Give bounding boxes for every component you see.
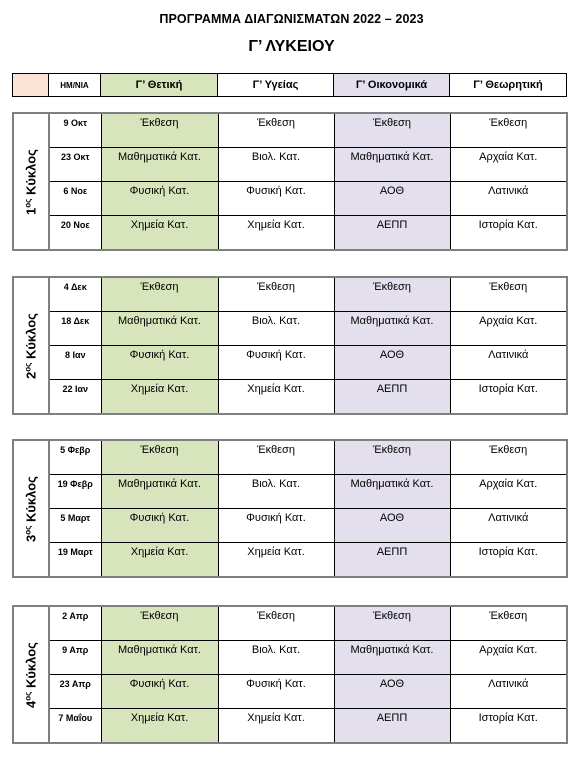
cell-thetiki: Φυσική Κατ. [101,675,218,693]
header-date: ΗΜ/ΝΙΑ [49,74,101,97]
row-date: 5 Μαρτ [49,509,101,527]
cell-ygeias: Χημεία Κατ. [218,380,334,398]
cell-spacer-ygeias [218,165,334,182]
cell-spacer-ygeias [218,199,334,216]
schedule-row-spacer [13,560,567,577]
cell-spacer-theoritiki [450,397,567,414]
cell-thetiki: Έκθεση [101,113,218,131]
cell-spacer-thetiki [101,726,218,743]
schedule-row [13,675,567,693]
cell-spacer-oikonomika [334,526,450,543]
row-date-spacer [49,560,101,577]
cell-theoritiki: Λατινικά [450,182,567,200]
cell-ygeias: Έκθεση [218,113,334,131]
cell-spacer-theoritiki [450,492,567,509]
cycle-word: Κύκλος [23,475,39,522]
schedule-row [13,543,567,561]
cell-spacer-theoritiki [450,624,567,641]
row-date-spacer [49,295,101,312]
cell-theoritiki: Λατινικά [450,346,567,364]
cell-spacer-theoritiki [450,165,567,182]
row-date-spacer [49,726,101,743]
cell-spacer-oikonomika [334,397,450,414]
schedule-row-spacer [13,458,567,475]
cycle-block [12,439,568,578]
schedule-row-spacer [13,199,567,216]
schedule-row [13,509,567,527]
cell-oikonomika: ΑΟΘ [334,675,450,693]
cell-thetiki: Έκθεση [101,277,218,295]
cell-thetiki: Φυσική Κατ. [101,346,218,364]
row-date-spacer [49,492,101,509]
cell-thetiki: Μαθηματικά Κατ. [101,148,218,166]
cell-spacer-oikonomika [334,363,450,380]
cell-oikonomika: ΑΕΠΠ [334,543,450,561]
cycle-ordinal-suffix: ος [23,525,33,535]
cycle-ordinal-suffix: ος [23,691,33,701]
cell-thetiki: Χημεία Κατ. [101,216,218,234]
cell-thetiki: Έκθεση [101,440,218,458]
cell-spacer-thetiki [101,658,218,675]
cell-spacer-theoritiki [450,295,567,312]
schedule-row-spacer [13,526,567,543]
schedule-row [13,148,567,166]
cycle-label-cell [13,606,49,743]
row-date: 5 Φεβρ [49,440,101,458]
cell-spacer-thetiki [101,458,218,475]
row-date: 23 Απρ [49,675,101,693]
cell-ygeias: Βιολ. Κατ. [218,641,334,659]
schedule-row-spacer [13,692,567,709]
cell-spacer-thetiki [101,526,218,543]
cell-ygeias: Χημεία Κατ. [218,543,334,561]
row-date-spacer [49,658,101,675]
schedule-row [13,380,567,398]
cell-theoritiki: Έκθεση [450,277,567,295]
row-date: 8 Ιαν [49,346,101,364]
header-col-theoritiki: Γ’ Θεωρητική [450,74,567,97]
cycle-label [23,313,38,379]
cell-spacer-theoritiki [450,329,567,346]
cell-thetiki: Μαθηματικά Κατ. [101,641,218,659]
cell-thetiki: Έκθεση [101,606,218,624]
cell-ygeias: Χημεία Κατ. [218,709,334,727]
schedule-row [13,440,567,458]
cell-theoritiki: Ιστορία Κατ. [450,216,567,234]
cell-spacer-oikonomika [334,726,450,743]
cycle-label-cell [13,113,49,250]
schedule-row-spacer [13,726,567,743]
cell-spacer-theoritiki [450,692,567,709]
row-date: 19 Φεβρ [49,475,101,493]
cell-spacer-oikonomika [334,492,450,509]
cell-spacer-oikonomika [334,329,450,346]
schedule-row-spacer [13,624,567,641]
cell-spacer-theoritiki [450,199,567,216]
row-date: 22 Ιαν [49,380,101,398]
row-date-spacer [49,624,101,641]
cycle-ordinal-suffix: ος [23,362,33,372]
row-date: 7 Μαΐου [49,709,101,727]
cell-ygeias: Φυσική Κατ. [218,675,334,693]
cycle-number: 1 [23,207,39,215]
cell-spacer-thetiki [101,199,218,216]
cell-theoritiki: Ιστορία Κατ. [450,380,567,398]
cell-spacer-theoritiki [450,726,567,743]
header-col-oikonomika: Γ’ Οικονομικά [334,74,450,97]
header-col-ygeias: Γ’ Υγείας [218,74,334,97]
schedule-row-spacer [13,131,567,148]
cell-oikonomika: ΑΕΠΠ [334,380,450,398]
header-col-thetiki: Γ’ Θετική [101,74,218,97]
cell-ygeias: Έκθεση [218,277,334,295]
row-date-spacer [49,692,101,709]
document-subtitle: Γ’ ΛΥΚΕΙΟΥ [248,38,335,55]
cell-thetiki: Φυσική Κατ. [101,509,218,527]
cell-spacer-ygeias [218,560,334,577]
schedule-row-spacer [13,492,567,509]
cell-spacer-thetiki [101,329,218,346]
cell-theoritiki: Αρχαία Κατ. [450,475,567,493]
cell-theoritiki: Ιστορία Κατ. [450,709,567,727]
cycle-label [23,642,38,708]
cycle-word: Κύκλος [23,312,39,359]
header-corner-cell [13,74,49,97]
row-date: 20 Νοε [49,216,101,234]
header-table [12,73,567,97]
cell-oikonomika: ΑΟΘ [334,509,450,527]
cell-spacer-ygeias [218,329,334,346]
cell-spacer-thetiki [101,295,218,312]
schedule-row-spacer [13,165,567,182]
cycle-block [12,276,568,415]
cell-thetiki: Χημεία Κατ. [101,380,218,398]
cell-ygeias: Χημεία Κατ. [218,216,334,234]
cell-ygeias: Φυσική Κατ. [218,346,334,364]
cell-spacer-theoritiki [450,560,567,577]
cell-theoritiki: Ιστορία Κατ. [450,543,567,561]
cell-ygeias: Φυσική Κατ. [218,182,334,200]
cell-ygeias: Βιολ. Κατ. [218,312,334,330]
cell-theoritiki: Λατινικά [450,675,567,693]
cycle-word: Κύκλος [23,148,39,195]
row-date-spacer [49,363,101,380]
cell-thetiki: Φυσική Κατ. [101,182,218,200]
row-date: 9 Απρ [49,641,101,659]
cell-spacer-theoritiki [450,526,567,543]
row-date-spacer [49,131,101,148]
row-date-spacer [49,458,101,475]
cycle-label-cell [13,277,49,414]
cell-theoritiki: Έκθεση [450,113,567,131]
cycle-label [23,149,38,215]
cell-spacer-oikonomika [334,692,450,709]
cell-spacer-thetiki [101,165,218,182]
cycle-block [12,112,568,251]
cell-spacer-ygeias [218,624,334,641]
cell-thetiki: Χημεία Κατ. [101,709,218,727]
schedule-row [13,113,567,131]
cell-ygeias: Φυσική Κατ. [218,509,334,527]
cell-spacer-theoritiki [450,363,567,380]
cell-theoritiki: Αρχαία Κατ. [450,312,567,330]
cell-ygeias: Έκθεση [218,606,334,624]
schedule-row-spacer [13,363,567,380]
cell-spacer-ygeias [218,526,334,543]
cell-oikonomika: ΑΕΠΠ [334,216,450,234]
cycle-block [12,605,568,744]
cycle-label-cell [13,440,49,577]
row-date-spacer [49,329,101,346]
schedule-row-spacer [13,658,567,675]
schedule-row [13,709,567,727]
cell-oikonomika: ΑΕΠΠ [334,709,450,727]
cell-oikonomika: ΑΟΘ [334,346,450,364]
row-date-spacer [49,199,101,216]
cell-spacer-theoritiki [450,233,567,250]
row-date: 23 Οκτ [49,148,101,166]
cell-spacer-oikonomika [334,658,450,675]
cell-spacer-ygeias [218,363,334,380]
cell-ygeias: Βιολ. Κατ. [218,148,334,166]
cell-theoritiki: Έκθεση [450,606,567,624]
row-date: 9 Οκτ [49,113,101,131]
row-date-spacer [49,397,101,414]
schedule-row [13,606,567,624]
cell-spacer-ygeias [218,726,334,743]
schedule-row [13,182,567,200]
cell-spacer-oikonomika [334,165,450,182]
cell-oikonomika: Έκθεση [334,606,450,624]
cell-spacer-ygeias [218,458,334,475]
cell-spacer-ygeias [218,397,334,414]
cycle-number: 2 [23,371,39,379]
header-row [13,74,567,97]
schedule-row-spacer [13,233,567,250]
cell-theoritiki: Αρχαία Κατ. [450,148,567,166]
cell-oikonomika: Μαθηματικά Κατ. [334,148,450,166]
row-date-spacer [49,526,101,543]
cell-oikonomika: Μαθηματικά Κατ. [334,312,450,330]
cycle-label [23,476,38,542]
cell-spacer-theoritiki [450,458,567,475]
schedule-row-spacer [13,329,567,346]
cell-theoritiki: Λατινικά [450,509,567,527]
row-date-spacer [49,233,101,250]
row-date: 2 Απρ [49,606,101,624]
cell-spacer-oikonomika [334,131,450,148]
row-date-spacer [49,165,101,182]
cell-oikonomika: ΑΟΘ [334,182,450,200]
cell-spacer-thetiki [101,131,218,148]
cycle-number: 3 [23,534,39,542]
cell-thetiki: Χημεία Κατ. [101,543,218,561]
cell-ygeias: Έκθεση [218,440,334,458]
cell-spacer-oikonomika [334,233,450,250]
cell-thetiki: Μαθηματικά Κατ. [101,312,218,330]
cycle-word: Κύκλος [23,641,39,688]
cell-spacer-thetiki [101,492,218,509]
schedule-row-spacer [13,295,567,312]
cell-spacer-theoritiki [450,131,567,148]
row-date: 6 Νοε [49,182,101,200]
document-title: ΠΡΟΓΡΑΜΜΑ ΔΙΑΓΩΝΙΣΜΑΤΩΝ 2022 – 2023 [159,12,424,26]
cell-thetiki: Μαθηματικά Κατ. [101,475,218,493]
schedule-row [13,641,567,659]
cell-spacer-oikonomika [334,295,450,312]
cell-oikonomika: Μαθηματικά Κατ. [334,641,450,659]
cycle-ordinal-suffix: ος [23,198,33,208]
row-date: 19 Μαρτ [49,543,101,561]
cell-theoritiki: Έκθεση [450,440,567,458]
cell-theoritiki: Αρχαία Κατ. [450,641,567,659]
row-date: 18 Δεκ [49,312,101,330]
schedule-row-spacer [13,397,567,414]
schedule-row [13,312,567,330]
cell-spacer-ygeias [218,492,334,509]
cell-oikonomika: Έκθεση [334,277,450,295]
schedule-row [13,277,567,295]
cell-spacer-thetiki [101,624,218,641]
cell-spacer-thetiki [101,397,218,414]
cell-spacer-ygeias [218,233,334,250]
cell-spacer-thetiki [101,363,218,380]
cell-spacer-oikonomika [334,560,450,577]
row-date: 4 Δεκ [49,277,101,295]
cell-spacer-ygeias [218,658,334,675]
cell-spacer-oikonomika [334,199,450,216]
cell-spacer-oikonomika [334,624,450,641]
cell-oikonomika: Έκθεση [334,440,450,458]
cell-spacer-theoritiki [450,658,567,675]
cell-oikonomika: Έκθεση [334,113,450,131]
cycle-number: 4 [23,700,39,708]
cell-spacer-thetiki [101,692,218,709]
cell-oikonomika: Μαθηματικά Κατ. [334,475,450,493]
cell-spacer-ygeias [218,295,334,312]
cell-spacer-ygeias [218,131,334,148]
schedule-row [13,475,567,493]
cell-spacer-oikonomika [334,458,450,475]
cell-ygeias: Βιολ. Κατ. [218,475,334,493]
cell-spacer-thetiki [101,233,218,250]
cell-spacer-ygeias [218,692,334,709]
cell-spacer-thetiki [101,560,218,577]
schedule-row [13,216,567,234]
schedule-row [13,346,567,364]
